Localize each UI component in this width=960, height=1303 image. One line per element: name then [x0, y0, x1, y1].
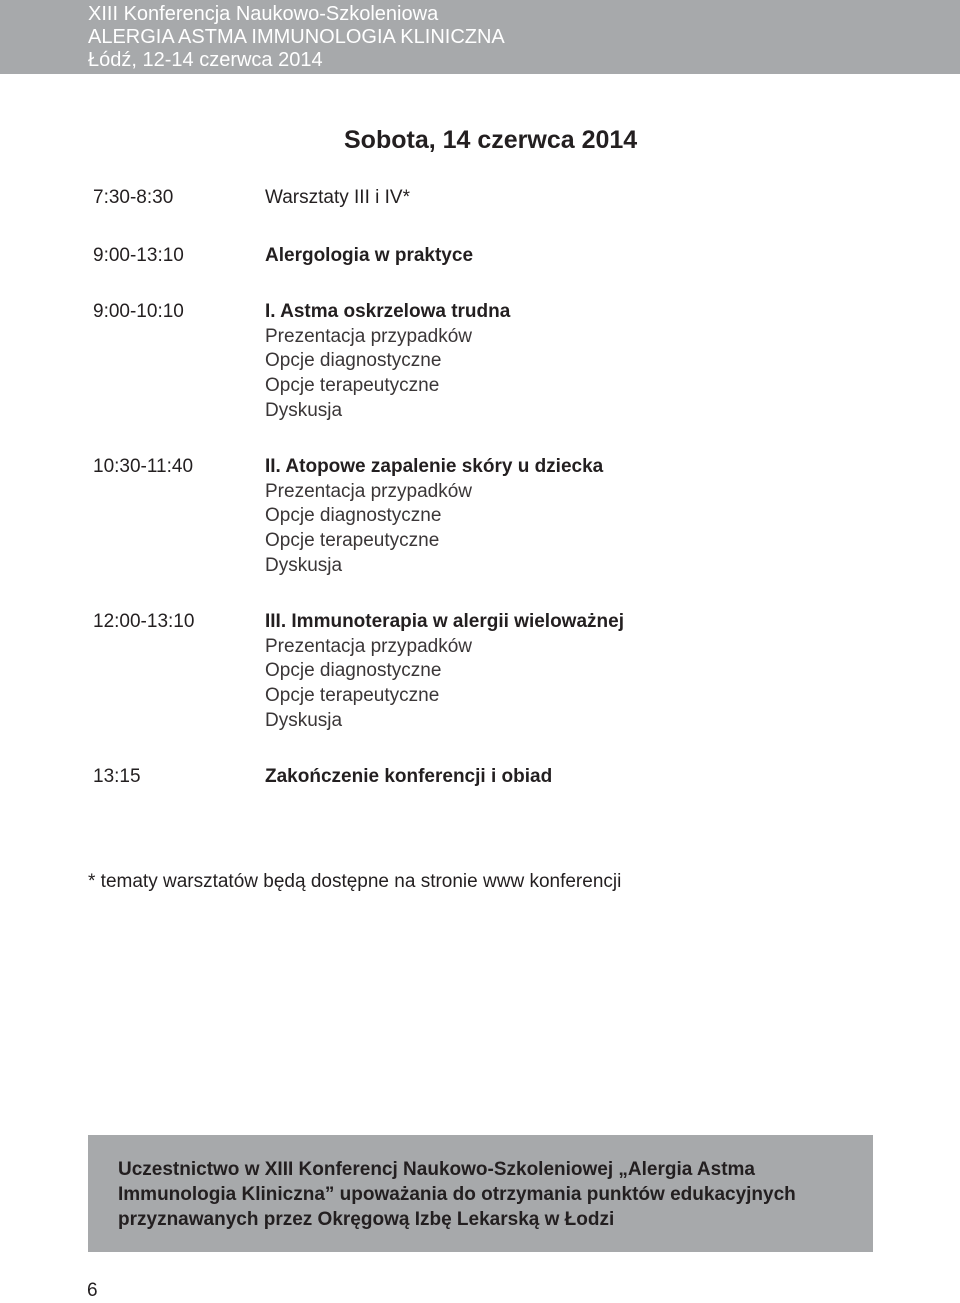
- schedule-subitem: Prezentacja przypadków: [265, 480, 472, 502]
- schedule-time: 7:30-8:30: [93, 187, 174, 208]
- accreditation-text: [118, 1157, 843, 1232]
- schedule-subitem: Dyskusja: [265, 554, 343, 576]
- schedule-subitem: Dyskusja: [265, 399, 343, 421]
- schedule-item: [265, 244, 473, 269]
- schedule-time: 12:00-13:10: [93, 611, 195, 632]
- conference-place-date: Łódź, 12-14 czerwca 2014: [88, 49, 323, 71]
- schedule-time: 10:30-11:40: [93, 456, 194, 477]
- accreditation-line: przyznawanych przez Okręgową Izbę Lekarską w Łodzi: [118, 1209, 615, 1230]
- schedule-subitem: Opcje terapeutyczne: [265, 375, 440, 397]
- schedule-item-title: Zakończenie konferencji i obiad: [265, 766, 553, 787]
- schedule-item-title: Alergologia w praktyce: [265, 245, 474, 266]
- accreditation-info-box: [88, 1135, 873, 1252]
- schedule-subitem: Opcje diagnostyczne: [265, 350, 442, 372]
- page-number: 6: [87, 1280, 98, 1301]
- schedule-subitem: Opcje diagnostyczne: [265, 505, 442, 527]
- schedule-subitem: Opcje terapeutyczne: [265, 685, 440, 707]
- schedule-item-title: I. Astma oskrzelowa trudna: [265, 301, 511, 322]
- accreditation-line: Immunologia Kliniczna” upoważania do otrzymania punktów edukacyjnych: [118, 1184, 796, 1205]
- conference-subtitle: ALERGIA ASTMA IMMUNOLOGIA KLINICZNA: [88, 26, 505, 48]
- schedule-subitem: Dyskusja: [265, 709, 343, 731]
- schedule-time: 13:15: [93, 766, 141, 787]
- schedule-time: 9:00-13:10: [93, 245, 184, 266]
- footnote: * tematy warsztatów będą dostępne na stronie www konferencji: [88, 871, 622, 892]
- schedule-subitem: Opcje diagnostyczne: [265, 660, 442, 682]
- schedule-subitem: Prezentacja przypadków: [265, 635, 472, 657]
- schedule-item: [265, 455, 603, 579]
- schedule-item: [265, 765, 552, 790]
- schedule-item: [265, 186, 410, 211]
- header-band: [0, 0, 960, 74]
- schedule-subitem: Prezentacja przypadków: [265, 325, 472, 347]
- schedule-time: 9:00-10:10: [93, 301, 184, 322]
- schedule-item: [265, 610, 624, 734]
- accreditation-line: Uczestnictwo w XIII Konferencj Naukowo-Szkoleniowej „Alergia Astma: [118, 1159, 755, 1180]
- schedule-item-title: Warsztaty III i IV*: [265, 187, 410, 208]
- schedule-subitem: Opcje terapeutyczne: [265, 530, 440, 552]
- schedule-item: [265, 300, 510, 424]
- schedule-item-title: III. Immunoterapia w alergii wieloważnej: [265, 611, 624, 632]
- day-heading: Sobota, 14 czerwca 2014: [344, 126, 638, 154]
- conference-title: XIII Konferencja Naukowo-Szkoleniowa: [88, 3, 439, 25]
- schedule-item-title: II. Atopowe zapalenie skóry u dziecka: [265, 456, 604, 477]
